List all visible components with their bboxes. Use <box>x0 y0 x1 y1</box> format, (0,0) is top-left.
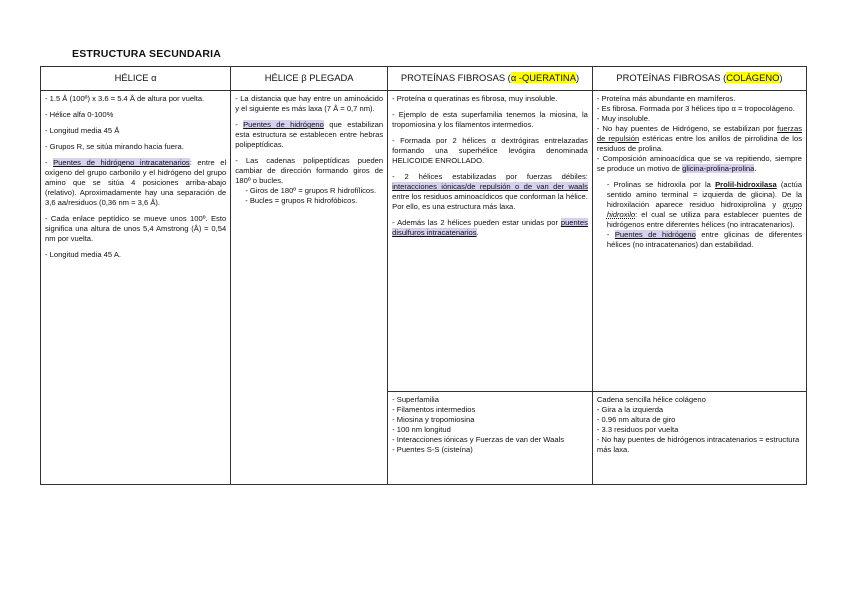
list-item: - 0.96 nm altura de giro <box>596 415 676 425</box>
list-item: - Las cadenas polipeptídicas pueden cambiar de dirección formando giros de 180º o bucles. <box>235 156 384 186</box>
list-item-text: . <box>476 228 479 238</box>
header-colageno-pre: PROTEÍNAS FIBROSAS ( <box>616 72 727 84</box>
list-item-prefix: - No hay puentes de Hidrógeno, se estabilizan por <box>596 124 778 134</box>
list-item-text: estéricas entre los anillos de pirrolidina de los residuos de prolina. <box>596 134 802 154</box>
cell-colageno-summary <box>592 392 806 485</box>
cell-helice-alfa <box>41 91 231 485</box>
list-item: - Formada por 2 hélices α dextrógiras entrelazadas formando una superhélice levógira denominada HELICOIDE ENROLLADO. <box>392 136 588 166</box>
list-item: - 100 nm longitud <box>392 425 451 435</box>
list-item-text: entre glicinas de diferentes hélices (no intracatenarios) dan estabilidad. <box>606 230 802 250</box>
list-item: - Ejemplo de esta superfamilia tenemos la miosina, la tropomiosina y los filamentos intermedios. <box>392 110 588 130</box>
list-item-prefix: - Además las 2 hélices pueden estar unidas por <box>392 218 561 228</box>
list-item: - 3.3 residuos por vuelta <box>596 425 679 435</box>
list-item: - Puentes S-S (cisteína) <box>392 445 473 455</box>
list-item: - Es fibrosa. Formada por 3 hélices tipo α = tropocolágeno. <box>596 104 795 114</box>
list-item <box>597 124 802 154</box>
list-item: - Hélice alfa 0-100% <box>45 110 114 120</box>
document-title: ESTRUCTURA SECUNDARIA <box>72 48 222 60</box>
sub-list-item: - Bucles = grupos R hidrofóbicos. <box>245 196 358 206</box>
header-queratina-pre: PROTEÍNAS FIBROSAS ( <box>400 72 511 84</box>
list-item <box>597 154 802 174</box>
list-item: - Grupos R, se sitúa mirando hacia fuera. <box>45 142 184 152</box>
list-item <box>235 120 383 150</box>
list-item: Cadena sencilla hélice colágeno <box>596 395 706 404</box>
list-item: - Proteína más abundante en mamíferos. <box>596 94 736 103</box>
highlight-interacciones-ionicas: interacciones iónicas/de repulsión o de van der waals <box>392 182 588 192</box>
list-item-text: : el cual se utiliza para establecer puentes de hidrógenos entre diferentes hélices (no intracatenarios). <box>606 210 802 230</box>
header-queratina <box>388 67 593 91</box>
list-item-text: (actúa sentido amino terminal = izquierda de glicina). De la hidroxilación aparece residuo hidroxiprolina y <box>606 180 803 210</box>
list-item-text: . <box>754 164 757 174</box>
list-item-prefix: - Composición aminoacídica que se va repitiendo, siempre se produce un motivo de <box>596 154 802 174</box>
highlight-grupo-hidroxilo: grupo hidroxilo <box>606 200 802 220</box>
list-item: - Longitud media 45 A. <box>45 250 121 260</box>
list-item-prefix: - <box>606 230 615 240</box>
header-colageno-post: ) <box>779 72 783 84</box>
list-item <box>45 158 226 208</box>
highlight-prolil-hidroxilasa: Prolil-hidroxilasa <box>715 180 777 190</box>
list-item: - Proteína α queratinas es fibrosa, muy insoluble. <box>392 94 558 103</box>
header-row <box>41 67 807 91</box>
list-item-text: entre los residuos aminoacídicos que conforman la hélice. Por ello, es una estructura más laxa. <box>392 192 588 212</box>
header-helice-alfa: HÉLICE α <box>41 67 231 91</box>
header-colageno-highlight: COLÁGENO <box>726 72 780 84</box>
list-item: - 1.5 Å (100º) x 3.6 = 5.4 Å de altura por vuelta. <box>45 94 205 103</box>
list-item-prefix: - <box>45 158 54 168</box>
highlight-puentes-intracatenarios: Puentes de hidrógeno intracatenarios <box>53 158 190 168</box>
details-row <box>41 91 807 392</box>
list-item <box>392 218 588 238</box>
comparison-table <box>40 66 807 485</box>
header-colageno <box>592 67 806 91</box>
list-item: - Longitud media 45 Å <box>45 126 120 136</box>
cell-colageno <box>592 91 806 392</box>
list-item: - Cada enlace peptídico se mueve unos 100º. Esto significa una altura de unos 5,4 Amstrong (Å) = 0,54 nm por vuelta. <box>45 214 227 244</box>
list-item-text: : entre el oxígeno del grupo carbonilo y el hidrógeno del grupo amino que se sitúa 4 posiciones arriba-abajo (relativo). Aproximadamente hay una separación de 3,6 aa/residuos (0,36 nm = 3,6 Å). <box>45 158 227 208</box>
sub-list-item <box>597 180 802 230</box>
list-item-prefix: - <box>235 120 244 130</box>
list-item: - Superfamilia <box>392 395 439 404</box>
list-item: - Filamentos intermedios <box>392 405 476 415</box>
highlight-puentes-disulfuros: puentes disulfuros intracatenarios <box>392 218 588 238</box>
highlight-fuerzas-repulsion: fuerzas de repulsión <box>596 124 802 144</box>
cell-queratina-summary <box>388 392 593 485</box>
list-item-prefix: - 2 hélices estabilizadas por fuerzas débiles: <box>392 172 588 182</box>
cell-helice-beta <box>231 91 388 485</box>
sub-list-item: - Giros de 180º = grupos R hidrofílicos. <box>245 186 377 196</box>
cell-queratina <box>388 91 593 392</box>
list-item: - No hay puentes de hidrógenos intracatenarios = estructura más laxa. <box>596 435 800 455</box>
header-helice-beta: HÉLICE β PLEGADA <box>231 67 388 91</box>
list-item: - Gira a la izquierda <box>596 405 664 415</box>
header-queratina-highlight: α -QUERATINA <box>510 72 576 84</box>
highlight-puentes-hidrogeno-glicinas: Puentes de hidrógeno <box>614 230 696 240</box>
sub-list-item <box>597 230 802 250</box>
list-item: - Interacciones iónicas y Fuerzas de van der Waals <box>392 435 565 445</box>
header-queratina-post: ) <box>575 72 580 84</box>
list-item-prefix: - Prolinas se hidroxila por la <box>606 180 716 190</box>
list-item <box>392 172 588 212</box>
list-item: - Muy insoluble. <box>596 114 651 124</box>
list-item: - Miosina y tropomiosina <box>392 415 475 425</box>
highlight-glicina-prolina: glicina-prolina-prolina <box>682 164 755 174</box>
list-item: - La distancia que hay entre un aminoácido y el siguiente es más laxa (7 Å = 0,7 nm). <box>235 94 384 114</box>
highlight-puentes-hidrogeno: Puentes de hidrógeno <box>243 120 324 130</box>
list-item-text: que estabilizan esta estructura se establecen entre hebras polipeptídicas. <box>235 120 384 150</box>
